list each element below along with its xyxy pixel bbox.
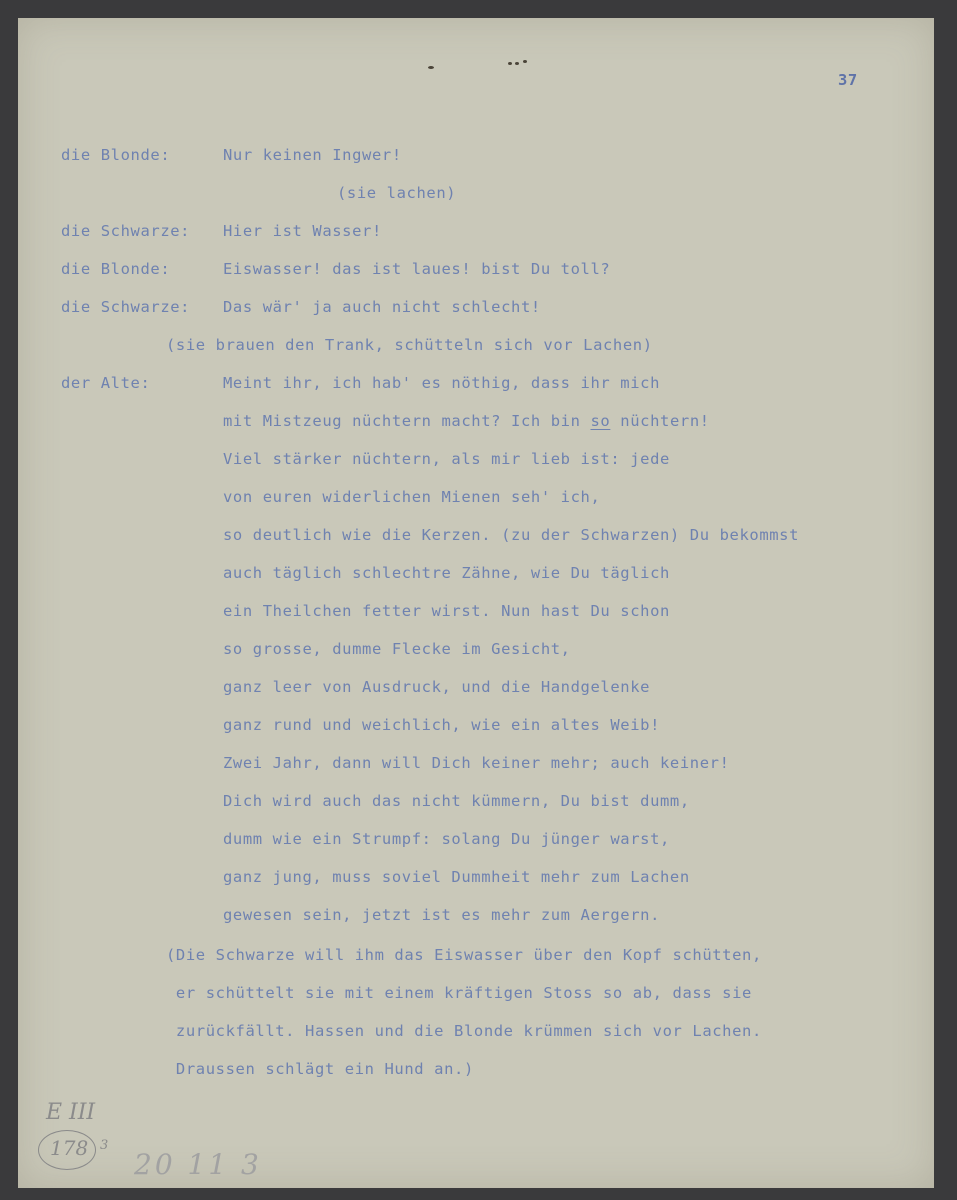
underlined-word: so	[590, 412, 611, 430]
stage-direction: er schüttelt sie mit einem kräftigen Stoss so ab, dass sie	[166, 984, 752, 1002]
dialogue-line: ganz leer von Ausdruck, und die Handgelenke	[223, 678, 651, 696]
speaker-label: die Blonde:	[61, 260, 171, 278]
dialogue-line: gewesen sein, jetzt ist es mehr zum Aergern.	[223, 906, 660, 924]
dialogue-line: ganz rund und weichlich, wie ein altes Weib!	[223, 716, 660, 734]
dialogue-line: Hier ist Wasser!	[223, 222, 382, 240]
dialogue-line: Dich wird auch das nicht kümmern, Du bist dumm,	[223, 792, 690, 810]
dialogue-line: Viel stärker nüchtern, als mir lieb ist: jede	[223, 450, 670, 468]
speaker-label: die Blonde:	[61, 146, 171, 164]
speaker-label: der Alte:	[61, 374, 151, 392]
stage-direction: zurückfällt. Hassen und die Blonde krümmen sich vor Lachen.	[166, 1022, 762, 1040]
page-number: 37	[838, 71, 858, 89]
dialogue-line: Das wär' ja auch nicht schlecht!	[223, 298, 541, 316]
dialogue-line: ein Theilchen fetter wirst. Nun hast Du schon	[223, 602, 670, 620]
dialogue-line: Eiswasser! das ist laues! bist Du toll?	[223, 260, 611, 278]
speaker-label: die Schwarze:	[61, 298, 191, 316]
dialogue-line: Zwei Jahr, dann will Dich keiner mehr; auch keiner!	[223, 754, 730, 772]
dialogue-text: mit Mistzeug nüchtern macht? Ich bin	[223, 412, 591, 430]
archive-number: 20 11 3	[134, 1148, 262, 1181]
dialogue-line	[223, 414, 710, 430]
dialogue-line: ganz jung, muss soviel Dummheit mehr zum Lachen	[223, 868, 690, 886]
stage-direction: (Die Schwarze will ihm das Eiswasser über den Kopf schütten,	[166, 946, 762, 964]
dialogue-line: auch täglich schlechtre Zähne, wie Du täglich	[223, 564, 670, 582]
circled-number-superscript: 3	[100, 1138, 109, 1153]
dialogue-line: so deutlich wie die Kerzen. (zu der Schwarzen) Du bekommst	[223, 526, 800, 544]
dialogue-line: Nur keinen Ingwer!	[223, 146, 402, 164]
speaker-label: die Schwarze:	[61, 222, 191, 240]
archive-mark: E III	[46, 1100, 96, 1125]
dialogue-line: so grosse, dumme Flecke im Gesicht,	[223, 640, 571, 658]
dialogue-text: nüchtern!	[610, 412, 710, 430]
stage-direction: Draussen schlägt ein Hund an.)	[166, 1060, 474, 1078]
dialogue-line: dumm wie ein Strumpf: solang Du jünger warst,	[223, 830, 670, 848]
circled-number: 178	[50, 1136, 89, 1160]
stage-direction: (sie lachen)	[337, 184, 457, 202]
dialogue-line: von euren widerlichen Mienen seh' ich,	[223, 488, 601, 506]
stage-direction: (sie brauen den Trank, schütteln sich vor Lachen)	[166, 336, 653, 354]
dialogue-line: Meint ihr, ich hab' es nöthig, dass ihr mich	[223, 374, 660, 392]
